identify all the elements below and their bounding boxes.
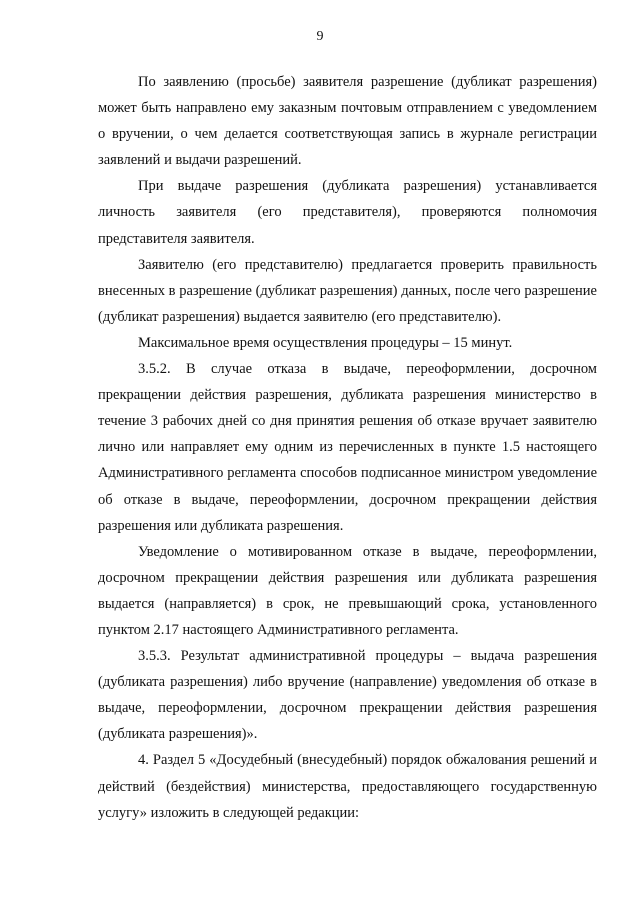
paragraph-delivery-by-mail: По заявлению (просьбе) заявителя разрешение (дубликат разрешения) может быть направлено ему заказным почтовым отправлением с уведомлением о вручении, о чем делается соответствующая запись в журнале регистрации заявлений и выдачи разрешений. — [98, 74, 597, 169]
paragraph-refusal-notice: Уведомление о мотивированном отказе в выдаче, переоформлении, досрочном прекращении действия разрешения или дубликата разрешения выдается (направляется) в срок, не превышающий срока, установленного пунктом 2.17 настоящего Административного регламента. — [98, 543, 597, 638]
page-number: 9 — [316, 29, 324, 44]
paragraph-3-5-3: 3.5.3. Результат административной процедуры – выдача разрешения (дубликата разрешения) либо вручение (направление) уведомления об отказе в выдаче, переоформлении, досрочном прекращении действия разрешения (дубликата разрешения)». — [98, 648, 597, 743]
paragraph-max-time: Максимальное время осуществления процедуры – 15 минут. — [138, 334, 513, 351]
paragraph-data-verification: Заявителю (его представителю) предлагается проверить правильность внесенных в разрешение (дубликат разрешения) данных, после чего разрешение (дубликат разрешения) выдается заявителю (его представителю). — [98, 256, 597, 325]
paragraph-3-5-2: 3.5.2. В случае отказа в выдаче, переоформлении, досрочном прекращении действия разрешения, дубликата разрешения министерство в течение 3 рабочих дней со дня принятия решения об отказе вручает заявителю лично или направляет ему одним из перечисленных в пункте 1.5 настоящего Административного регламента способов подписанное министром уведомление об отказе в выдаче, переоформлении, досрочном прекращении действия разрешения или дубликата разрешения. — [98, 361, 597, 534]
paragraph-identity-check: При выдаче разрешения (дубликата разрешения) устанавливается личность заявителя (его представителя), проверяются полномочия представителя заявителя. — [98, 178, 597, 247]
document-body — [98, 69, 597, 826]
paragraph-section-5: 4. Раздел 5 «Досудебный (внесудебный) порядок обжалования решений и действий (бездействия) министерства, предоставляющего государственную услугу» изложить в следующей редакции: — [98, 752, 597, 821]
